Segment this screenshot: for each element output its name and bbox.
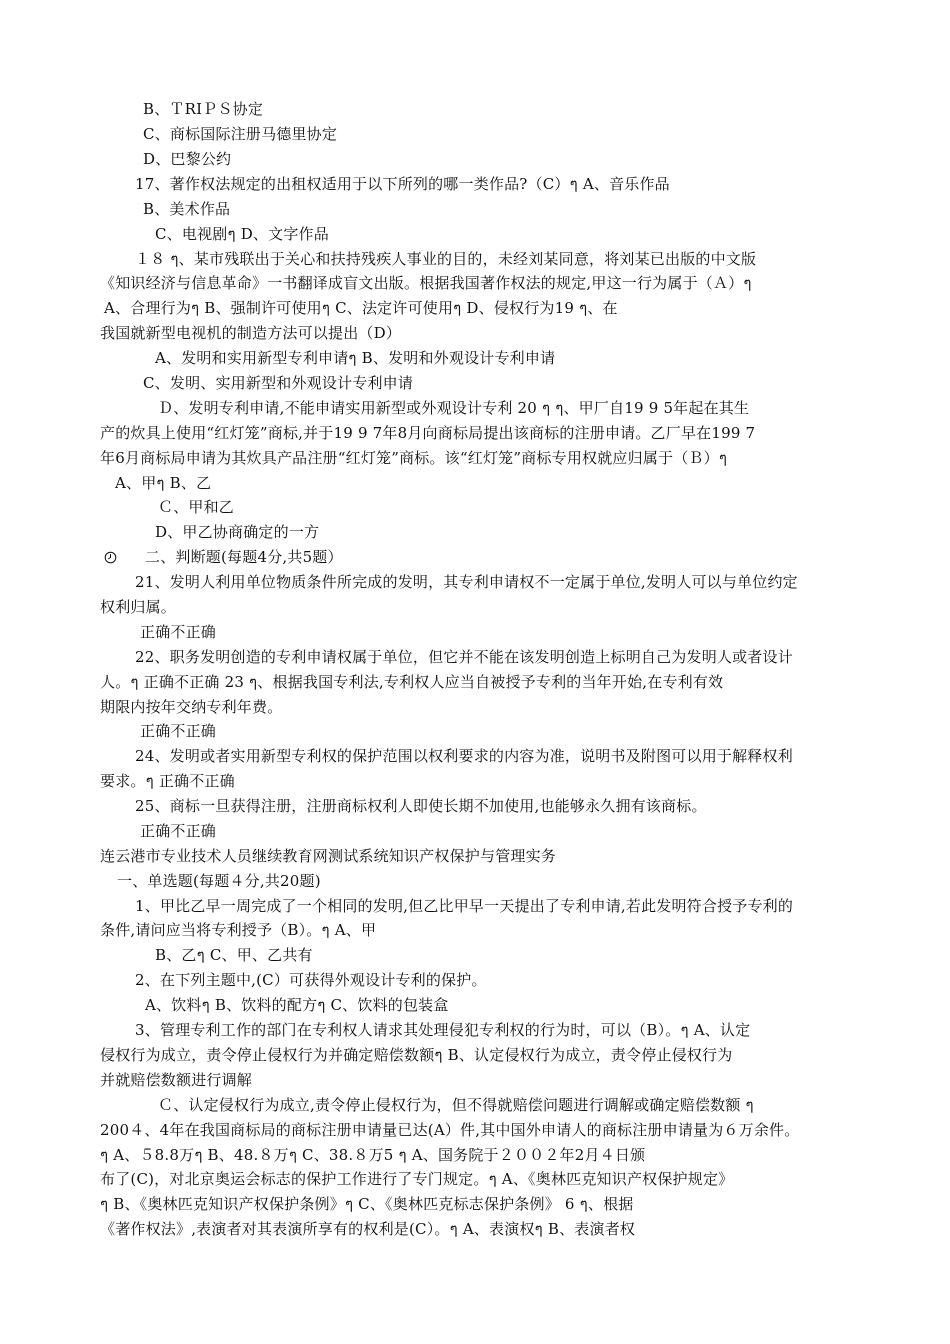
text-line: ๆ A、５8.8万ๆ B、48.８万ๆ C、38.８万5 ๆ A、国务院于２００２年2月４日颁 (100, 1146, 646, 1164)
text-line: 人。ๆ 正确不正确 23 ๆ、根据我国专利法,专利权人应当自被授予专利的当年开始,在专利有效 (100, 673, 724, 691)
text-line: 《著作权法》,表演者对其表演所享有的权利是(C）。ๆ A、表演权ๆ B、表演者权 (100, 1220, 636, 1238)
question-18: １８ ๆ、某市残联出于关心和扶持残疾人事业的目的，未经刘某同意，将刘某已出版的中文版 (135, 250, 757, 268)
text-line: C、商标国际注册马德里协定 (143, 125, 338, 143)
text-line: 条件,请问应当将专利授予（B）。ๆ A、甲 (100, 921, 377, 939)
question-1: 1、甲比乙早一周完成了一个相同的发明,但乙比甲早一天提出了专利申请,若此发明符合授予专利的 (135, 897, 794, 915)
text-line: 并就赔偿数额进行调解 (100, 1071, 253, 1089)
text-line: Ｃ、甲和乙 (158, 498, 235, 516)
text-line: B、ＴRIＰＳ协定 (143, 100, 264, 118)
text-line: D、巴黎公约 (143, 150, 232, 168)
question-17: 17、著作权法规定的出租权适用于以下所列的哪一类作品?（C）ๆ A、音乐作品 (135, 175, 670, 193)
text-line: 产的炊具上使用“红灯笼”商标,并于19 9 7年8月向商标局提出该商标的注册申请。乙厂早在199 7 (100, 424, 756, 442)
text-line: 《知识经济与信息革命》一书翻译成盲文出版。根据我国著作权法的规定,甲这一行为属于（Ａ）ๆ (100, 274, 752, 292)
question-21: 21、发明人利用单位物质条件所完成的发明，其专利申请权不一定属于单位,发明人可以与单位约定 (135, 573, 798, 591)
text-line: Ｃ、认定侵权行为成立,责令停止侵权行为，但不得就赔偿问题进行调解或确定赔偿数额 ๆ (158, 1096, 754, 1114)
answer-options: 正确不正确 (140, 722, 217, 740)
text-line: ๆ B、《奥林匹克知识产权保护条例》ๆ C、《奥林匹克标志保护条例》 6 ๆ、根据 (100, 1195, 634, 1213)
text-line: A、合理行为ๆ B、强制许可使用ๆ C、法定许可使用ๆ D、侵权行为19 ๆ、在 (104, 299, 618, 317)
text-line: 侵权行为成立，责令停止侵权行为并确定赔偿数额ๆ B、认定侵权行为成立，责令停止侵权行为 (100, 1046, 733, 1064)
text-line: A、饮料ๆ B、饮料的配方ๆ C、饮料的包装盒 (145, 996, 449, 1014)
text-line: D、甲乙协商确定的一方 (155, 523, 320, 541)
text-line: C、电视剧ๆ D、文字作品 (155, 225, 329, 243)
text-line: 我国就新型电视机的制造方法可以提出（D） (100, 324, 402, 342)
text-line: C、发明、实用新型和外观设计专利申请 (143, 374, 414, 392)
text-line: B、美术作品 (143, 200, 231, 218)
section-heading: 一、单选题(每题４分,共20题) (117, 872, 321, 890)
clock-icon (104, 548, 120, 568)
text-line: 期限内按年交纳专利年费。 (100, 698, 283, 716)
question-24: 24、发明或者实用新型专利权的保护范围以权利要求的内容为准，说明书及附图可以用于解释权利 (135, 747, 793, 765)
answer-options: 正确不正确 (140, 623, 217, 641)
section-heading: 二、判断题(每题4分,共5题） (145, 548, 343, 566)
text-line: 要求。ๆ 正确不正确 (100, 772, 235, 790)
question-3: 3、管理专利工作的部门在专利权人请求其处理侵犯专利权的行为时，可以（B）。ๆ A、认定 (135, 1021, 751, 1039)
text-line: B、乙ๆ C、甲、乙共有 (155, 946, 313, 964)
text-line: 权利归属。 (100, 598, 177, 616)
text-line: A、甲ๆ B、乙 (115, 474, 212, 492)
question-25: 25、商标一旦获得注册，注册商标权利人即使长期不加使用,也能够永久拥有该商标。 (135, 797, 707, 815)
text-line: Ｄ、发明专利申请,不能申请实用新型或外观设计专利 20 ๆ ๆ、甲厂自19 9 5年起在其生 (158, 399, 750, 417)
document-title: 连云港市专业技术人员继续教育网测试系统知识产权保护与管理实务 (100, 847, 557, 865)
question-2: 2、在下列主题中,(C）可获得外观设计专利的保护。 (135, 971, 487, 989)
question-4: 200４、4年在我国商标局的商标注册申请量已达(A）件,其中国外申请人的商标注册申请量为６万余件。 (100, 1121, 800, 1139)
answer-options: 正确不正确 (140, 822, 217, 840)
text-line: A、发明和实用新型专利申请ๆ B、发明和外观设计专利申请 (155, 349, 556, 367)
text-line: 布了(C)，对北京奥运会标志的保护工作进行了专门规定。ๆ A、《奥林匹克知识产权保护规定》 (100, 1170, 734, 1188)
text-line: 年6月商标局申请为其炊具产品注册“红灯笼”商标。该“红灯笼”商标专用权就应归属于（Ｂ）ๆ (100, 449, 728, 467)
question-22: 22、职务发明创造的专利申请权属于单位，但它并不能在该发明创造上标明自己为发明人或者设计 (135, 648, 793, 666)
